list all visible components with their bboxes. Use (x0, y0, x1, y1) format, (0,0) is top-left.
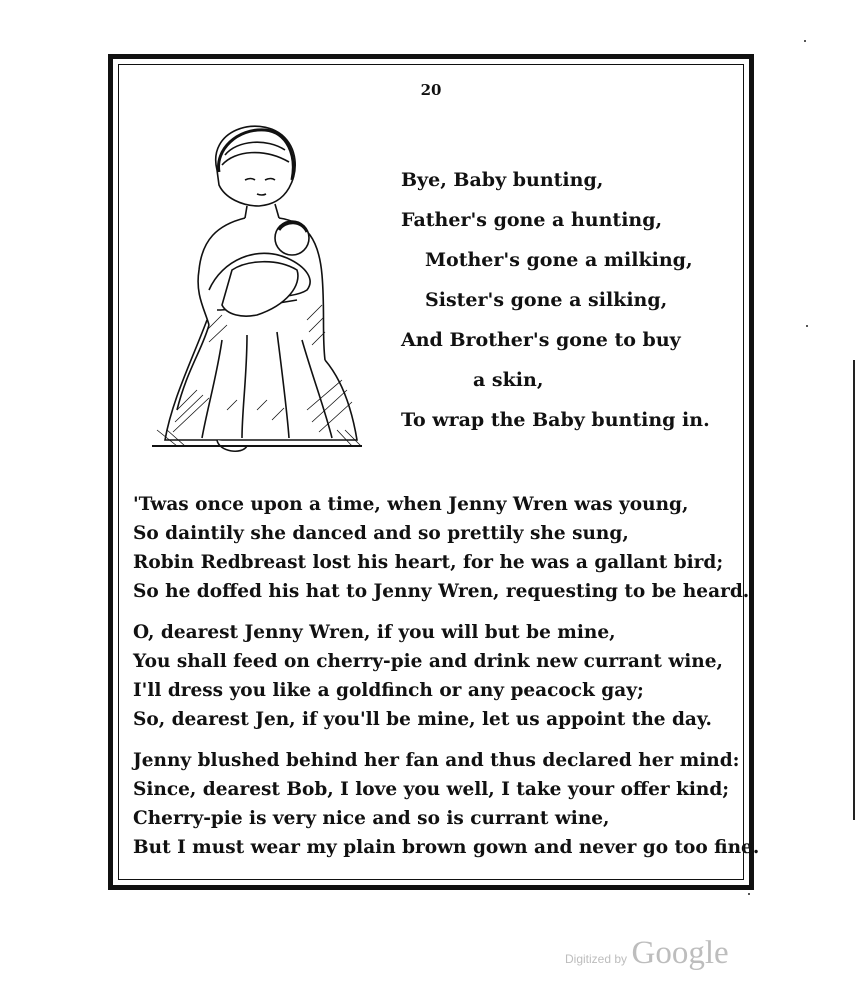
poem-line: I'll dress you like a goldfinch or any peacock gay; (133, 680, 644, 701)
scan-speck (748, 893, 750, 895)
verse-line: And Brother's gone to buy (401, 329, 681, 351)
verse-line: Sister's gone a silking, (425, 289, 668, 311)
poem-line: Cherry-pie is very nice and so is currant wine, (133, 808, 610, 829)
verse-line: Father's gone a hunting, (401, 209, 663, 231)
watermark-prefix: Digitized by (565, 952, 628, 966)
scan-speck (804, 40, 806, 42)
poem-line: Jenny blushed behind her fan and thus declared her mind: (133, 750, 740, 771)
page-inner-border (118, 64, 760, 880)
verse-line: Mother's gone a milking, (425, 249, 693, 271)
woman-holding-baby-illustration (147, 110, 367, 460)
poem-line: Robin Redbreast lost his heart, for he was a gallant bird; (133, 552, 724, 573)
poem-line: But I must wear my plain brown gown and never go too fine. (133, 837, 760, 858)
stanza (133, 746, 760, 862)
poem-line: O, dearest Jenny Wren, if you will but be mine, (133, 622, 616, 643)
poem-line: So, dearest Jen, if you'll be mine, let us appoint the day. (133, 709, 712, 730)
watermark-brand: Google (631, 935, 729, 971)
poem-line: You shall feed on cherry-pie and drink new currant wine, (133, 651, 723, 672)
poem-line: Since, dearest Bob, I love you well, I take your offer kind; (133, 779, 730, 800)
lullaby-verse (401, 160, 710, 440)
jenny-wren-poem (133, 490, 760, 874)
digitized-watermark (565, 935, 729, 972)
poem-line: 'Twas once upon a time, when Jenny Wren was young, (133, 494, 689, 515)
scan-speck (806, 325, 808, 327)
scan-edge-line (853, 360, 855, 820)
page-border (108, 54, 760, 890)
page-number: 20 (420, 81, 442, 99)
stanza (133, 618, 733, 734)
verse-line: a skin, (473, 369, 544, 391)
stanza (133, 490, 750, 606)
poem-line: So he doffed his hat to Jenny Wren, requesting to be heard. (133, 581, 750, 602)
poem-line: So daintily she danced and so prettily she sung, (133, 523, 629, 544)
verse-line: Bye, Baby bunting, (401, 169, 604, 191)
verse-line: To wrap the Baby bunting in. (401, 409, 710, 431)
